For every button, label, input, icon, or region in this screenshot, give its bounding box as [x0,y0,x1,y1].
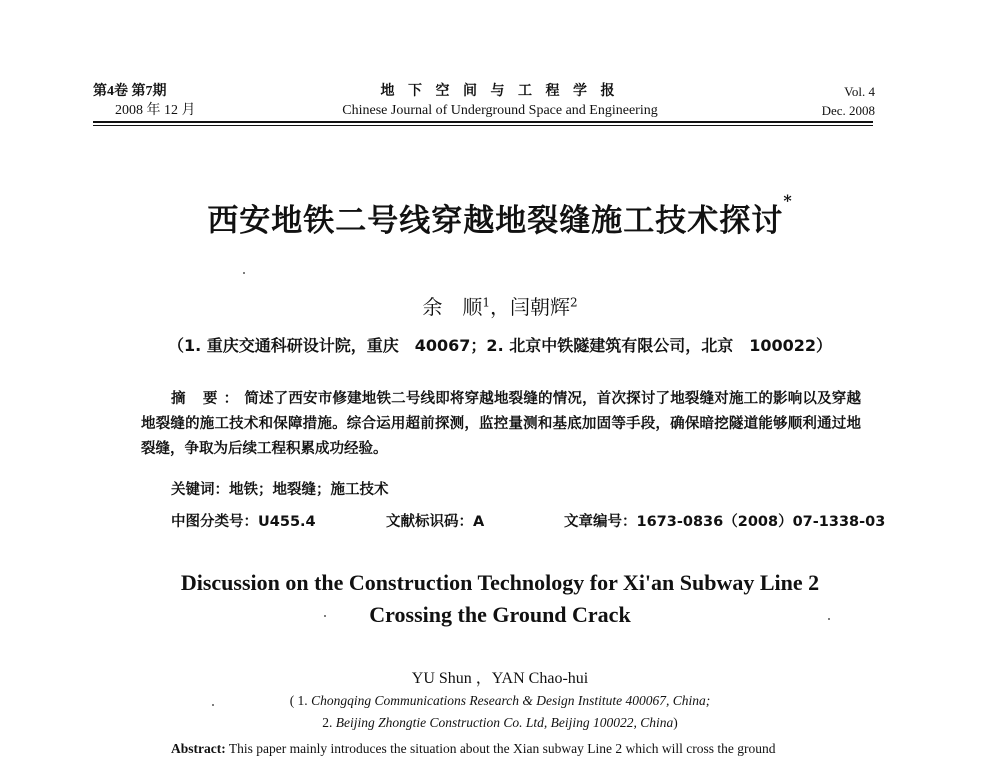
affiliation-en-line2-wrap [0,712,1000,734]
header-rule-thick [93,121,873,123]
affiliation-en-line1-wrap [0,690,1000,712]
affiliation-en-close: ) [673,715,678,730]
title-en-line1: Discussion on the Construction Technology for Xi'an Subway Line 2 [180,570,820,595]
abstract-cn [141,387,861,462]
title-cn-text: 西安地铁二号线穿越地裂缝施工技术探讨 [207,203,784,239]
affiliation-en-line2: Beijing Zhongtie Construction Co. Ltd, Beijing 100022, China [335,715,674,730]
title-footnote-mark: * [783,191,793,210]
header-volume-issue: 第4卷 第7期 [93,84,167,99]
authors-en: YU Shun ，YAN Chao-hui [411,670,589,687]
keywords-cn-text: 地铁；地裂缝；施工技术 [229,482,389,498]
abstract-en-text: This paper mainly introduces the situation about the Xian subway Line 2 which will cross the ground [225,741,776,756]
abstract-en-label: Abstract: [171,741,226,756]
authors-cn [0,291,1000,320]
abstract-cn-text: 简述了西安市修建地铁二号线即将穿越地裂缝的情况，首次探讨了地裂缝对施工的影响以及穿越地裂缝的施工技术和保障措施。综合运用超前探测，监控量测和基底加固等手段，确保暗挖隧道能够顺利通过地裂缝，争取为后续工程积累成功经验。 [141,391,861,457]
keywords-cn [171,478,389,499]
clc-number: 中图分类号：U455.4 [171,514,316,530]
keywords-cn-label: 关键词： [171,482,229,498]
header-journal-cn: 地 下 空 间 与 工 程 学 报 [380,84,620,99]
affiliation-en-num2: 2. [322,715,336,730]
title-en [0,567,1000,631]
scan-speck [243,272,245,274]
header-date-cn: 2008 年 12 月 [115,103,196,118]
author-cn-2: 闫朝辉 [510,295,570,319]
abstract-cn-label: 摘 要： [171,391,245,407]
affiliation-en [0,690,1000,734]
affiliation-en-open: ( 1. [289,693,312,708]
document-code: 文献标识码：A [386,514,485,530]
header-date-en: Dec. 2008 [821,103,875,118]
author-separator: ， [490,295,510,319]
header-rule-thin [93,125,873,126]
affiliation-cn: （1. 重庆交通科研设计院，重庆 40067；2. 北京中铁隧建筑有限公司，北京 100022） [167,336,833,355]
scan-speck [828,618,830,620]
affiliation-en-line1: Chongqing Communications Research & Design Institute 400067, China; [311,693,711,708]
header-volume-block [93,82,196,120]
header-volume-en-block [822,82,875,120]
header-journal-block [300,82,700,120]
classification-row [171,510,885,531]
author-cn-2-affil: 2 [570,295,578,310]
header-volume-en: Vol. 4 [844,84,875,99]
header-journal-en: Chinese Journal of Underground Space and Engineering [342,103,658,118]
author-cn-1-affil: 1 [482,295,490,310]
scan-speck [212,704,214,706]
article-number: 文章编号：1673-0836（2008）07-1338-03 [564,514,886,530]
title-cn [0,191,1000,240]
scan-speck [324,615,326,617]
author-cn-1: 余 顺 [422,295,483,319]
title-en-line2: Crossing the Ground Crack [369,602,631,627]
abstract-en [171,741,891,757]
